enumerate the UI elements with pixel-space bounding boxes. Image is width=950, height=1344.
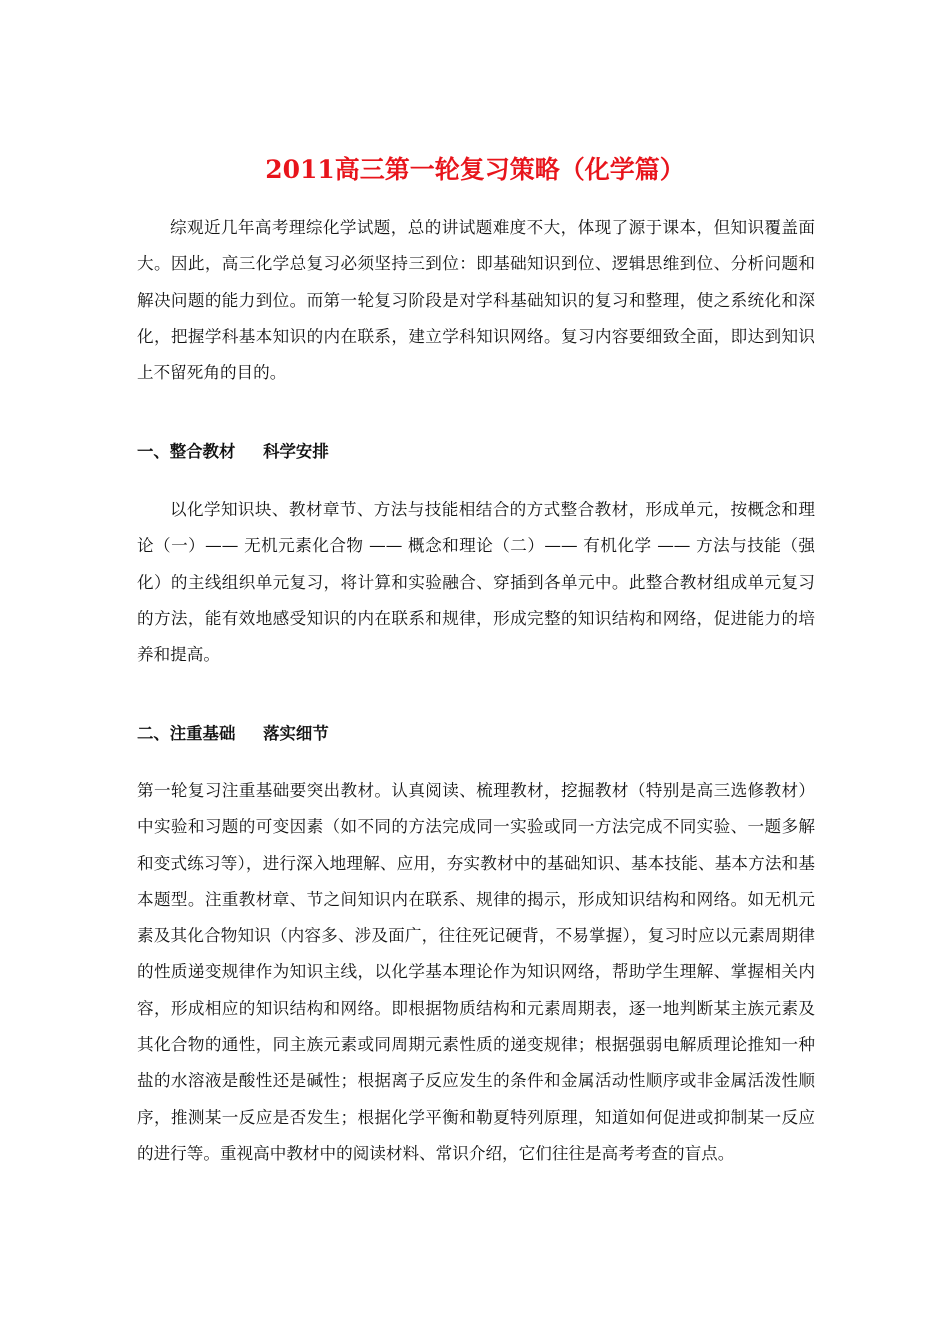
document-title: 2011高三第一轮复习策略（化学篇） [265,155,685,184]
section-paragraph-1: 以化学知识块、教材章节、方法与技能相结合的方式整合教材，形成单元，按概念和理论（一）—— 无机元素化合物 —— 概念和理论（二）—— 有机化学 —— 方法与技能（强化）的主线组织单元复习，将计算和实验融合、穿插到各单元中。此整合教材组成单元复习的方法，能有效地感受知识的内在联系和规律，形成完整的知识结构和网络，促进能力的培养和提高。 [137,500,815,665]
section-heading-2: 二、注重基础 落实细节 [137,724,329,743]
section-paragraph-2: 第一轮复习注重基础要突出教材。认真阅读、梳理教材，挖掘教材（特别是高三选修教材）中实验和习题的可变因素（如不同的方法完成同一实验或同一方法完成不同实验、一题多解和变式练习等），进行深入地理解、应用，夯实教材中的基础知识、基本技能、基本方法和基本题型。注重教材章、节之间知识内在联系、规律的揭示，形成知识结构和网络。如无机元素及其化合物知识（内容多、涉及面广，往往死记硬背，不易掌握），复习时应以元素周期律的性质递变规律作为知识主线，以化学基本理论作为知识网络，帮助学生理解、掌握相关内容，形成相应的知识结构和网络。即根据物质结构和元素周期表，逐一地判断某主族元素及其化合物的通性，同主族元素或同周期元素性质的递变规律；根据强弱电解质理论推知一种盐的水溶液是酸性还是碱性；根据离子反应发生的条件和金属活动性顺序或非金属活泼性顺序，推测某一反应是否发生；根据化学平衡和勒夏特列原理，知道如何促进或抑制某一反应的进行等。重视高中教材中的阅读材料、常识介绍，它们往往是高考考查的盲点。 [137,781,815,1163]
section-heading-1: 一、整合教材 科学安排 [137,442,329,461]
intro-paragraph: 综观近几年高考理综化学试题，总的讲试题难度不大，体现了源于课本，但知识覆盖面大。因此，高三化学总复习必须坚持三到位：即基础知识到位、逻辑思维到位、分析问题和解决问题的能力到位。而第一轮复习阶段是对学科基础知识的复习和整理，使之系统化和深化，把握学科基本知识的内在联系，建立学科知识网络。复习内容要细致全面，即达到知识上不留死角的目的。 [137,218,815,383]
